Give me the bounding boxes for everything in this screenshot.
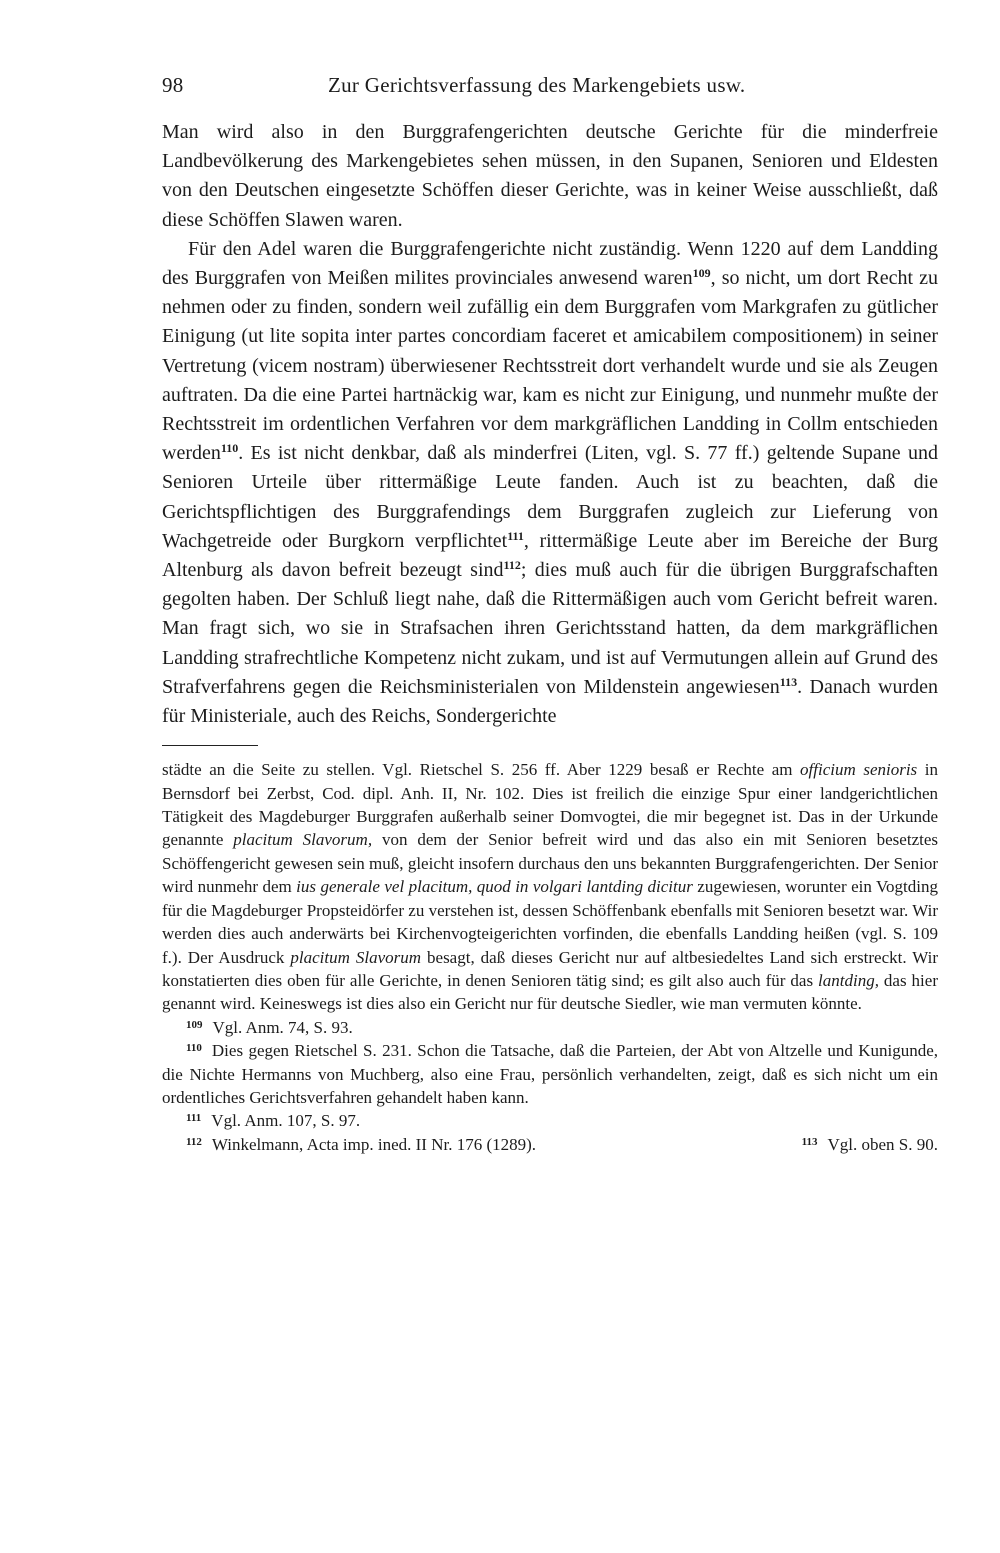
paragraph-2-text-d: , rittermäßige Leute aber im Bereiche der Burg Altenburg als davon befreit bezeugt sind [162,529,938,582]
footnote-109 [162,1016,938,1039]
paragraph-2-text-a: Für den Adel waren die Burggrafengerichte nicht zuständig. Wenn 1220 auf dem Landding des Burggrafen von Meißen milites provinciales anwesend waren [162,237,938,290]
footnotes [162,758,938,1156]
footnote-number-109: 109 [186,1018,203,1031]
footnote-continuation-italic-3: ius generale vel placitum, quod in volgari lantding dicitur [296,877,693,897]
footnote-number-113: 113 [801,1135,818,1148]
footnote-rule [162,745,258,746]
footnote-ref-113: 113 [779,674,798,689]
footnote-number-110: 110 [186,1042,202,1055]
footnote-113 [802,1133,938,1156]
paragraph-2-text-e: ; dies muß auch für die übrigen Burggrafschaften gegolten haben. Der Schluß liegt nahe, daß die Rittermäßigen auch vom Gericht befreit waren. Man fragt sich, wo sie in Strafsachen ihren Gerichtsstand hatten, da dem markgräflichen Landding strafrechtliche Kompetenz nicht zukam, und ist auf Vermutungen allein auf Grund des Strafverfahrens gegen die Reichsministerialen von Mildenstein angewiesen [162,559,939,698]
footnote-continuation-italic-4: placitum Slavorum [290,947,422,967]
page-number: 98 [162,73,184,97]
footnote-continuation-text-e: besagt, daß dieses Gericht nur auf altbesiedeltes Land sich erstreckt. Wir konstatierten dies oben für alle Gerichte, in denen Senioren tätig sind; es gilt also auch für das [162,947,939,990]
paragraph-2 [162,235,938,731]
running-head: Zur Gerichtsverfassung des Markengebiets usw. [328,73,746,97]
paragraph-2-text-f: . Danach wurden für Ministeriale, auch des Reichs, Sondergerichte [162,675,938,728]
footnote-ref-110: 110 [220,441,239,456]
footnote-112-113-line [162,1133,938,1156]
footnote-text-109: Vgl. Anm. 74, S. 93. [212,1017,353,1037]
footnote-text-112: Winkelmann, Acta imp. ined. II Nr. 176 (1289). [211,1134,537,1154]
book-page [162,66,938,1156]
footnote-continuation-text-b: in Bernsdorf bei Zerbst, Cod. dipl. Anh. II, Nr. 102. Dies ist freilich die einzige Spur einer landgerichtlichen Tätigkeit des Magdeburger Burggrafen außerhalb seiner Domvogtei, die mir begegnet ist. Das in der Urkunde genannte [162,760,938,850]
footnote-number-112: 112 [186,1135,202,1148]
footnote-ref-111: 111 [507,528,524,543]
footnote-number-111: 111 [186,1112,202,1125]
footnote-continuation-text-f: das hier genannt wird. Keineswegs ist dies also ein Gericht nur für deutsche Siedler, wie man vermuten könnte. [162,970,938,1014]
footnote-110 [162,1039,938,1109]
footnote-continuation [162,758,938,1015]
footnote-continuation-italic-5: lantding, [818,970,879,990]
footnote-text-111: Vgl. Anm. 107, S. 97. [211,1111,361,1131]
footnote-continuation-italic-2: placitum Slavorum, [233,830,373,850]
footnote-ref-109: 109 [692,266,711,281]
footnote-continuation-italic-1: officium senioris [800,760,918,780]
footnote-111 [162,1109,938,1132]
footnote-continuation-text-d: zugewiesen, worunter ein Vogtding für die Magdeburger Propsteidörfer zu verstehen ist, dessen Schöffenbank ebenfalls mit Senioren besetzt war. Wir werden dies auch anderwärts bei Kirchenvogteigerichten vorfinden, die ebenfalls Landding heißen (vgl. S. 109 f.). Der Ausdruck [162,877,939,967]
paragraph-1: Man wird also in den Burggrafengerichten deutsche Gerichte für die minderfreie Landbevölkerung des Markengebietes sehen müssen, in den Supanen, Senioren und Eldesten von den Deutschen eingesetzte Schöffen dieser Gerichte, was in keiner Weise ausschließt, daß diese Schöffen Slawen waren. [162,121,938,231]
footnote-continuation-text-a: städte an die Seite zu stellen. Vgl. Rietschel S. 256 ff. Aber 1229 besaß er Rechte am [162,760,801,780]
footnote-text-110: Dies gegen Rietschel S. 231. Schon die Tatsache, daß die Parteien, der Abt von Altzelle und Kunigunde, die Nichte Hermanns von Muchberg, also eine Frau, persönlich verhandelten, zeigt, daß es sich nicht um ein ordentliches Gerichtsverfahren gehandelt haben kann. [162,1041,938,1107]
paragraph-2-text-b: , so nicht, um dort Recht zu nehmen oder zu finden, sondern weil zufällig ein dem Burggrafen vom Markgrafen zu gütlicher Einigung (ut lite sopita inter partes concordiam faceret et amicabilem compositionem) in seiner Vertretung (vicem nostram) überwiesener Rechtsstreit dort verhandelt wurde und sie als Zeugen auftraten. Da die eine Partei hartnäckig war, kam es nicht zur Einigung, und nunmehr mußte der Rechtsstreit im ordentlichen Verfahren vor dem markgräflichen Landding in Collm entschieden werden [162,267,938,465]
footnote-text-113: Vgl. oben S. 90. [827,1134,938,1154]
page-header [162,66,938,104]
main-text [162,118,938,731]
paragraph-2-text-c: . Es ist nicht denkbar, daß als minderfrei (Liten, vgl. S. 77 ff.) geltende Supane und Senioren Urteile über rittermäßige Leute fanden. Auch ist zu beachten, daß die Gerichtspflichtigen des Burggrafendings dem Burggrafen zugleich zur Lieferung von Wachgetreide oder Burgkorn verpflichtet [162,442,938,552]
footnote-ref-112: 112 [503,558,521,573]
footnote-continuation-text-c: von dem der Senior befreit wird und das also ein mit Senioren besetztes Schöffengericht gewesen sein muß, gleicht insofern durchaus den uns bekannten Burggrafengerichten. Der Senior wird nunmehr dem [162,830,938,897]
